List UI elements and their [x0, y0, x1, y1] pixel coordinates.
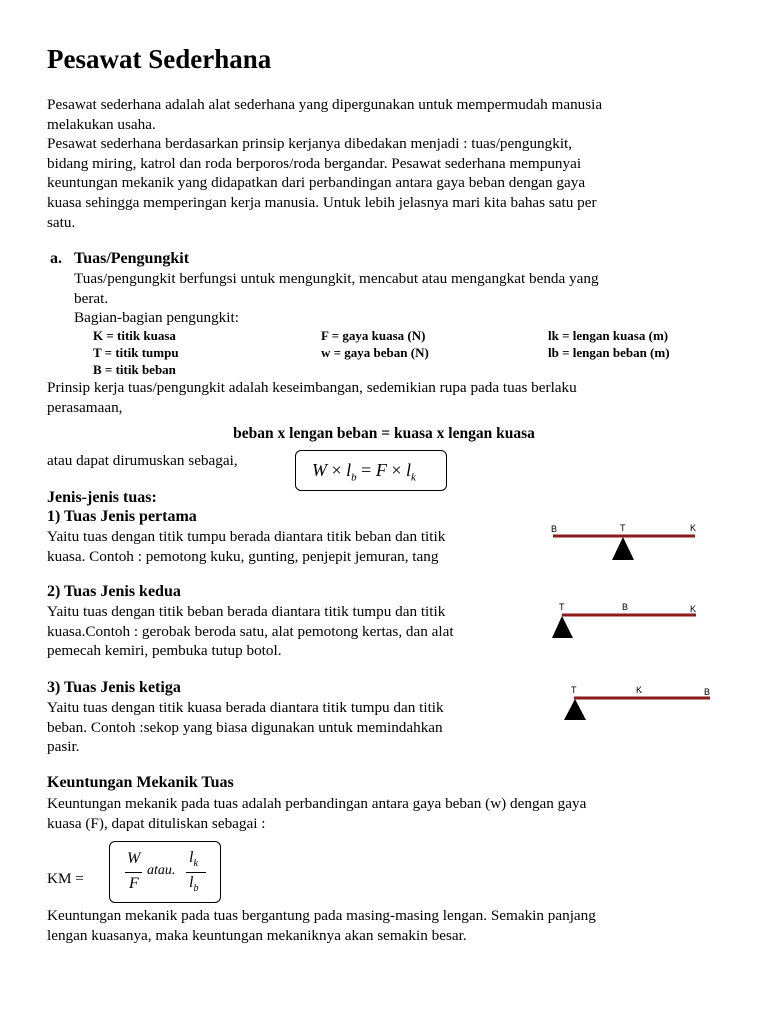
fulcrum-2-icon	[552, 616, 573, 638]
km-line: Keuntungan mekanik pada tuas adalah perbandingan antara gaya beban (w) dengan gaya	[47, 795, 587, 812]
formula-w: W	[312, 460, 327, 480]
type-3-line: pasir.	[47, 738, 80, 756]
intro-paragraph	[47, 95, 747, 232]
part-t: T = titik tumpu	[93, 345, 179, 360]
km-conclusion-line: Keuntungan mekanik pada tuas bergantung pada masing-masing lengan. Semakin panjang	[47, 907, 596, 924]
fulcrum-3-icon	[564, 699, 586, 720]
lever-diagram-1	[545, 518, 705, 564]
principle-line: perasamaan,	[47, 398, 123, 416]
desc-line: Tuas/pengungkit berfungsi untuk mengungkit, mencabut atau mengangkat benda yang	[74, 270, 599, 287]
formula-eq: =	[361, 460, 372, 480]
km-line: kuasa (F), dapat dituliskan sebagai :	[47, 814, 266, 832]
km-fraction-line-2	[186, 872, 206, 873]
formula-f: F	[375, 460, 387, 480]
section-a-marker: a.	[50, 250, 62, 267]
principle-paragraph	[47, 378, 747, 417]
km-conclusion-line: lengan kuasanya, maka keuntungan mekaniknya akan semakin besar.	[47, 926, 467, 944]
type-1-title: 1) Tuas Jenis pertama	[47, 508, 197, 525]
lever-3-label-b: B	[704, 687, 711, 697]
intro-line: Pesawat sederhana adalah alat sederhana yang dipergunakan untuk mempermudah manusia	[47, 96, 603, 113]
intro-line: melakukan usaha.	[47, 115, 156, 133]
lever-2-label-t: T	[559, 602, 565, 612]
formula-sub-b: b	[351, 471, 357, 484]
lever-diagram-3	[560, 683, 720, 725]
page-title: Pesawat Sederhana	[47, 44, 272, 74]
type-2-line: Yaitu tuas dengan titik beban berada diantara titik tumpu dan titik	[47, 603, 446, 620]
lever-3-label-k: K	[636, 685, 643, 695]
intro-line: bidang miring, katrol dan roda berporos/roda bergandar. Pesawat sederhana mempunyai	[47, 154, 582, 172]
km-atau: atau.	[147, 863, 176, 878]
parts-column-2	[321, 327, 429, 361]
type-3-line: Yaitu tuas dengan titik kuasa berada diantara titik tumpu dan titik	[47, 699, 444, 716]
km-num-l: l	[189, 849, 194, 866]
km-den-l: l	[189, 874, 194, 891]
section-a-heading: Tuas/Pengungkit	[74, 250, 190, 267]
type-3-line: beban. Contoh :sekop yang biasa digunakan untuk memindahkan	[47, 718, 443, 736]
intro-line: Pesawat sederhana berdasarkan prinsip kerjanya dibedakan menjadi : tuas/pengungkit,	[47, 135, 573, 153]
km-num-sub-k: k	[193, 858, 198, 870]
type-1-description	[47, 527, 547, 566]
type-2-title: 2) Tuas Jenis kedua	[47, 583, 181, 600]
principle-line: Prinsip kerja tuas/pengungkit adalah keseimbangan, sedemikian rupa pada tuas berlaku	[47, 379, 577, 396]
formula-times: ×	[331, 460, 342, 480]
lever-formula	[312, 460, 416, 484]
km-num-w: W	[127, 850, 141, 867]
equation-text: beban x lengan beban = kuasa x lengan kuasa	[233, 425, 535, 442]
section-a-description	[74, 269, 734, 328]
fulcrum-1-icon	[612, 537, 634, 560]
type-1-line: Yaitu tuas dengan titik tumpu berada diantara titik beban dan titik	[47, 528, 446, 545]
km-den-sub-b: b	[193, 883, 199, 895]
parts-intro: Bagian-bagian pengungkit:	[74, 309, 239, 327]
lever-3-label-t: T	[571, 685, 577, 695]
type-2-description	[47, 602, 547, 661]
type-2-line: kuasa.Contoh : gerobak beroda satu, alat pemotong kertas, dan alat	[47, 622, 454, 640]
formula-box	[295, 450, 447, 491]
type-1-line: kuasa. Contoh : pemotong kuku, gunting, penjepit jemuran, tang	[47, 547, 439, 565]
km-den-lb	[189, 874, 198, 894]
part-lk: lk = lengan kuasa (m)	[548, 328, 669, 343]
formula-sub-k: k	[411, 471, 416, 484]
part-k: K = titik kuasa	[93, 328, 176, 343]
intro-line: kuasa sehingga memperingan kerja manusia. Untuk lebih jelasnya mari kita bahas satu per	[47, 193, 597, 211]
km-heading: Keuntungan Mekanik Tuas	[47, 774, 234, 791]
formula-times-2: ×	[391, 460, 402, 480]
lever-1-label-t: T	[620, 523, 626, 533]
formula-intro: atau dapat dirumuskan sebagai,	[47, 452, 238, 469]
intro-line: keuntungan mekanik yang didapatkan dari perbandingan antara gaya beban dengan gaya	[47, 174, 586, 192]
type-3-title: 3) Tuas Jenis ketiga	[47, 679, 181, 696]
lever-2-label-b: B	[622, 602, 629, 612]
parts-column-3	[548, 327, 670, 361]
parts-column-1	[93, 327, 179, 378]
type-3-description	[47, 698, 547, 757]
km-conclusion	[47, 906, 747, 945]
type-2-line: pemecah kemiri, pembuka tutup botol.	[47, 642, 282, 660]
part-lb: lb = lengan beban (m)	[548, 345, 670, 360]
formula-l: l	[346, 460, 352, 480]
lever-1-label-b: B	[551, 524, 558, 534]
km-num-lk	[189, 849, 198, 869]
types-heading: Jenis-jenis tuas:	[47, 489, 157, 506]
km-fraction-line-1	[125, 872, 142, 873]
part-b: B = titik beban	[93, 362, 176, 377]
lever-1-label-k: K	[690, 523, 697, 533]
desc-line: berat.	[74, 289, 109, 307]
intro-line: satu.	[47, 213, 76, 231]
km-description	[47, 794, 747, 833]
lever-2-label-k: K	[690, 604, 697, 614]
part-f: F = gaya kuasa (N)	[321, 328, 426, 343]
lever-diagram-2	[548, 598, 708, 640]
formula-l-2: l	[405, 460, 411, 480]
part-w: w = gaya beban (N)	[321, 345, 429, 360]
km-den-f: F	[129, 875, 139, 892]
km-formula-box	[109, 841, 221, 903]
km-label: KM =	[47, 870, 84, 887]
